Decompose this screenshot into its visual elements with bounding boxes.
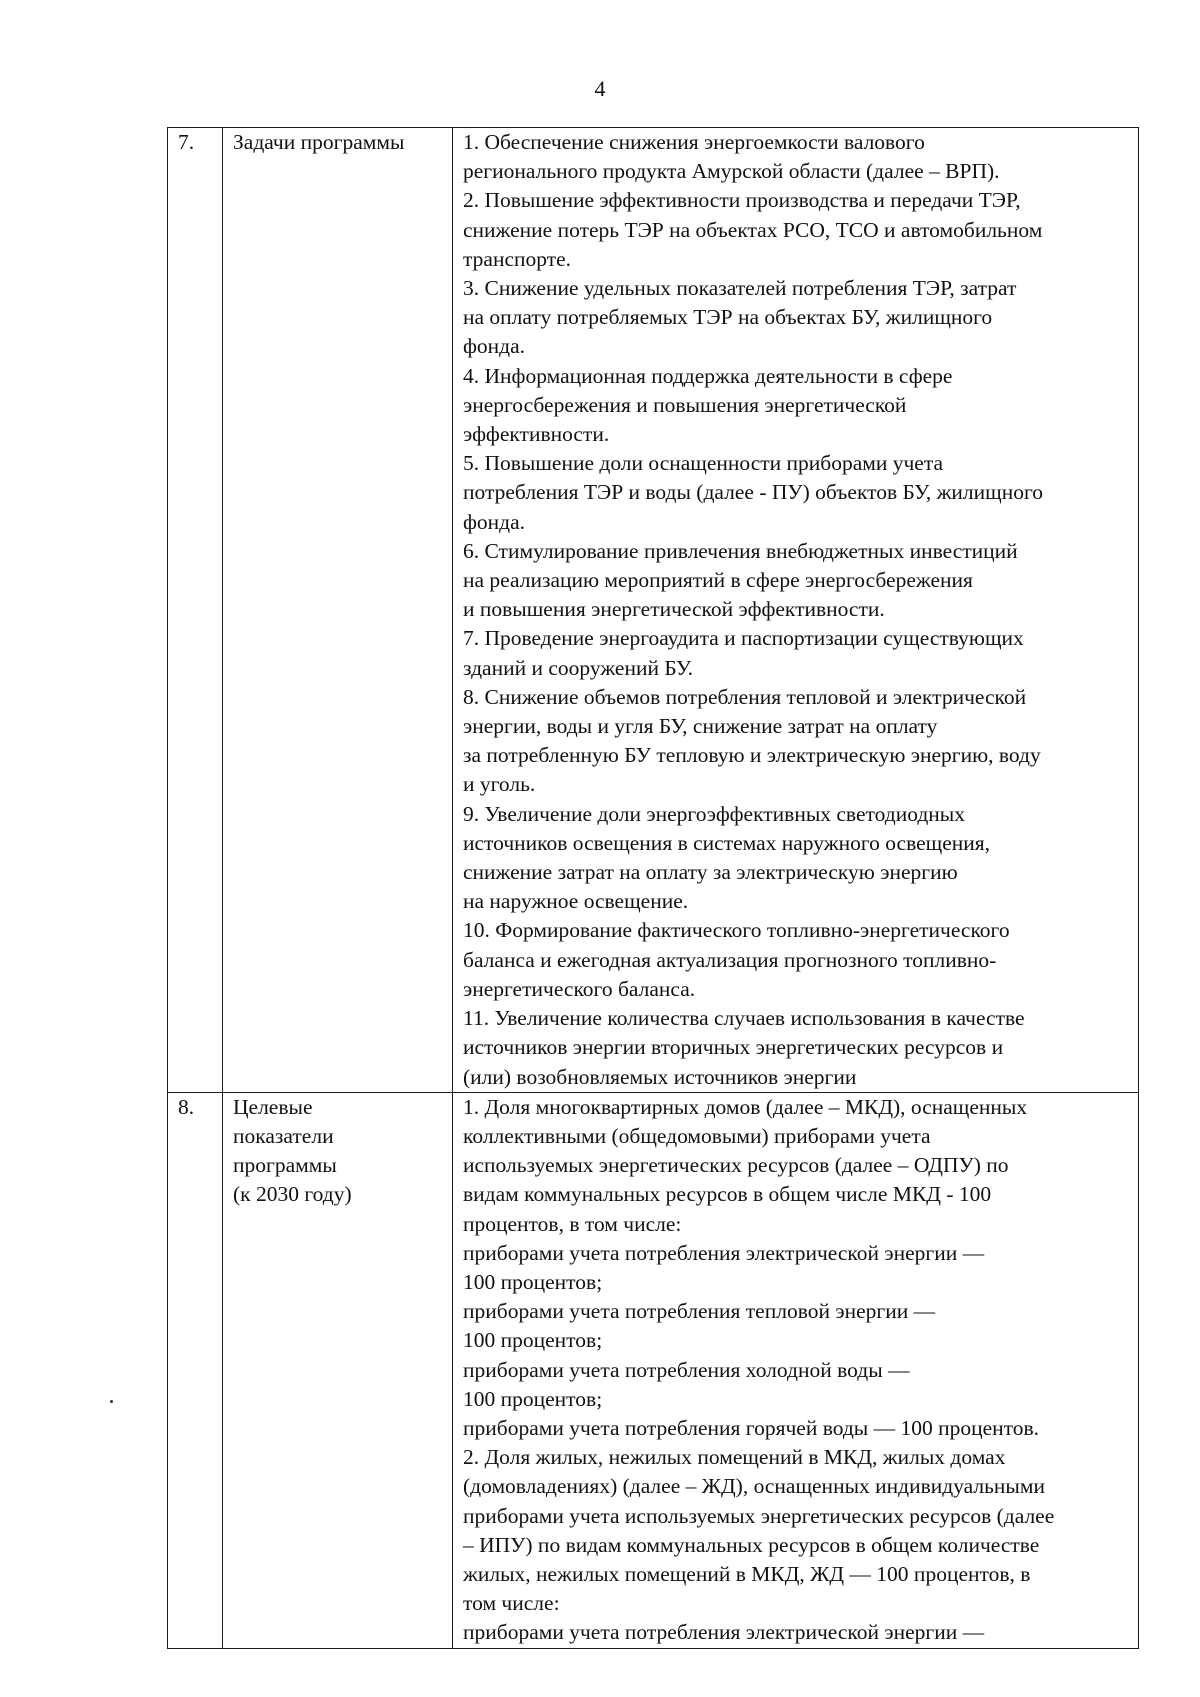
content-line: фонда. <box>463 509 526 534</box>
content-line: 1. Обеспечение снижения энергоемкости валового <box>463 130 925 154</box>
section-name-line: Целевые <box>233 1094 313 1119</box>
table-row <box>168 128 1139 1093</box>
content-line: – ИПУ) по видам коммунальных ресурсов в общем количестве <box>463 1532 1040 1557</box>
content-line: энергетического баланса. <box>463 976 696 1001</box>
content-line: на реализацию мероприятий в сфере энергосбережения <box>463 568 973 593</box>
content-line: источников энергии вторичных энергетических ресурсов и <box>463 1035 1004 1060</box>
section-content-cell <box>453 128 1139 1093</box>
content-line: 4. Информационная поддержка деятельности в сфере <box>463 363 953 388</box>
content-line: зданий и сооружений БУ. <box>463 655 694 680</box>
content-line: источников освещения в системах наружного освещения, <box>463 830 991 855</box>
scan-speck <box>110 1400 113 1403</box>
content-line: приборами учета потребления электрической энергии — <box>463 1620 985 1645</box>
content-line: приборами учета потребления тепловой энергии — <box>463 1299 936 1324</box>
program-passport-table <box>167 127 1139 1649</box>
content-line: 8. Снижение объемов потребления тепловой и электрической <box>463 684 1027 709</box>
content-line: потребления ТЭР и воды (далее - ПУ) объектов БУ, жилищного <box>463 480 1044 505</box>
section-content-cell <box>453 1092 1139 1648</box>
content-line: и повышения энергетической эффективности. <box>463 597 885 622</box>
content-line: энергии, воды и угля БУ, снижение затрат на оплату <box>463 714 938 739</box>
content-line: видам коммунальных ресурсов в общем числе МКД - 100 <box>463 1182 992 1207</box>
content-line: 100 процентов; <box>463 1386 603 1411</box>
row-number: 7. <box>168 128 223 1093</box>
content-line: баланса и ежегодная актуализация прогнозного топливно- <box>463 947 997 972</box>
content-line: снижение потерь ТЭР на объектах РСО, ТСО и автомобильном <box>463 217 1043 242</box>
section-name-line: показатели <box>233 1123 334 1148</box>
content-line: 11. Увеличение количества случаев использования в качестве <box>463 1006 1025 1031</box>
content-line: и уголь. <box>463 772 536 797</box>
section-name-cell <box>223 1092 453 1648</box>
content-line: (или) возобновляемых источников энергии <box>463 1064 857 1089</box>
content-line: 1. Доля многоквартирных домов (далее – МКД), оснащенных <box>463 1094 1028 1119</box>
content-line: фонда. <box>463 334 526 359</box>
page-number: 4 <box>594 76 606 101</box>
content-line: на наружное освещение. <box>463 889 689 914</box>
content-line: снижение затрат на оплату за электрическую энергию <box>463 860 958 885</box>
content-line: 6. Стимулирование привлечения внебюджетных инвестиций <box>463 538 1018 563</box>
content-line: жилых, нежилых помещений в МКД, ЖД — 100 процентов, в <box>463 1561 1031 1586</box>
content-line: на оплату потребляемых ТЭР на объектах БУ, жилищного <box>463 305 993 330</box>
content-line: 3. Снижение удельных показателей потребления ТЭР, затрат <box>463 276 1017 301</box>
content-line: (домовладениях) (далее – ЖД), оснащенных индивидуальными <box>463 1474 1045 1499</box>
row-number: 8. <box>168 1092 223 1648</box>
content-line: 100 процентов; <box>463 1269 603 1294</box>
table-body <box>168 128 1139 1649</box>
content-line: 5. Повышение доли оснащенности приборами учета <box>463 451 944 476</box>
section-name-line: программы <box>233 1153 337 1178</box>
content-line: приборами учета используемых энергетических ресурсов (далее <box>463 1503 1055 1528</box>
content-line: процентов, в том числе: <box>463 1211 682 1236</box>
content-line: том числе: <box>463 1591 560 1616</box>
content-line: приборами учета потребления горячей воды — 100 процентов. <box>463 1415 1040 1440</box>
content-line: 100 процентов; <box>463 1328 603 1353</box>
content-line: 7. Проведение энергоаудита и паспортизации существующих <box>463 626 1024 651</box>
content-line: регионального продукта Амурской области (далее – ВРП). <box>463 159 1000 184</box>
table-row <box>168 1092 1139 1648</box>
content-line: 2. Доля жилых, нежилых помещений в МКД, жилых домах <box>463 1445 1006 1470</box>
content-line: приборами учета потребления электрической энергии — <box>463 1240 985 1265</box>
content-line: эффективности. <box>463 422 610 447</box>
content-line: 10. Формирование фактического топливно-энергетического <box>463 918 1010 943</box>
section-name-line: Задачи программы <box>233 130 405 154</box>
content-line: энергосбережения и повышения энергетической <box>463 392 907 417</box>
section-name-cell <box>223 128 453 1093</box>
content-line: транспорте. <box>463 246 572 271</box>
content-line: коллективными (общедомовыми) приборами учета <box>463 1123 931 1148</box>
content-line: за потребленную БУ тепловую и электрическую энергию, воду <box>463 743 1041 768</box>
section-name-line: (к 2030 году) <box>233 1182 352 1207</box>
content-line: 9. Увеличение доли энергоэффективных светодиодных <box>463 801 965 826</box>
content-line: приборами учета потребления холодной воды — <box>463 1357 910 1382</box>
content-line: 2. Повышение эффективности производства и передачи ТЭР, <box>463 188 1021 213</box>
content-line: используемых энергетических ресурсов (далее – ОДПУ) по <box>463 1153 1009 1178</box>
